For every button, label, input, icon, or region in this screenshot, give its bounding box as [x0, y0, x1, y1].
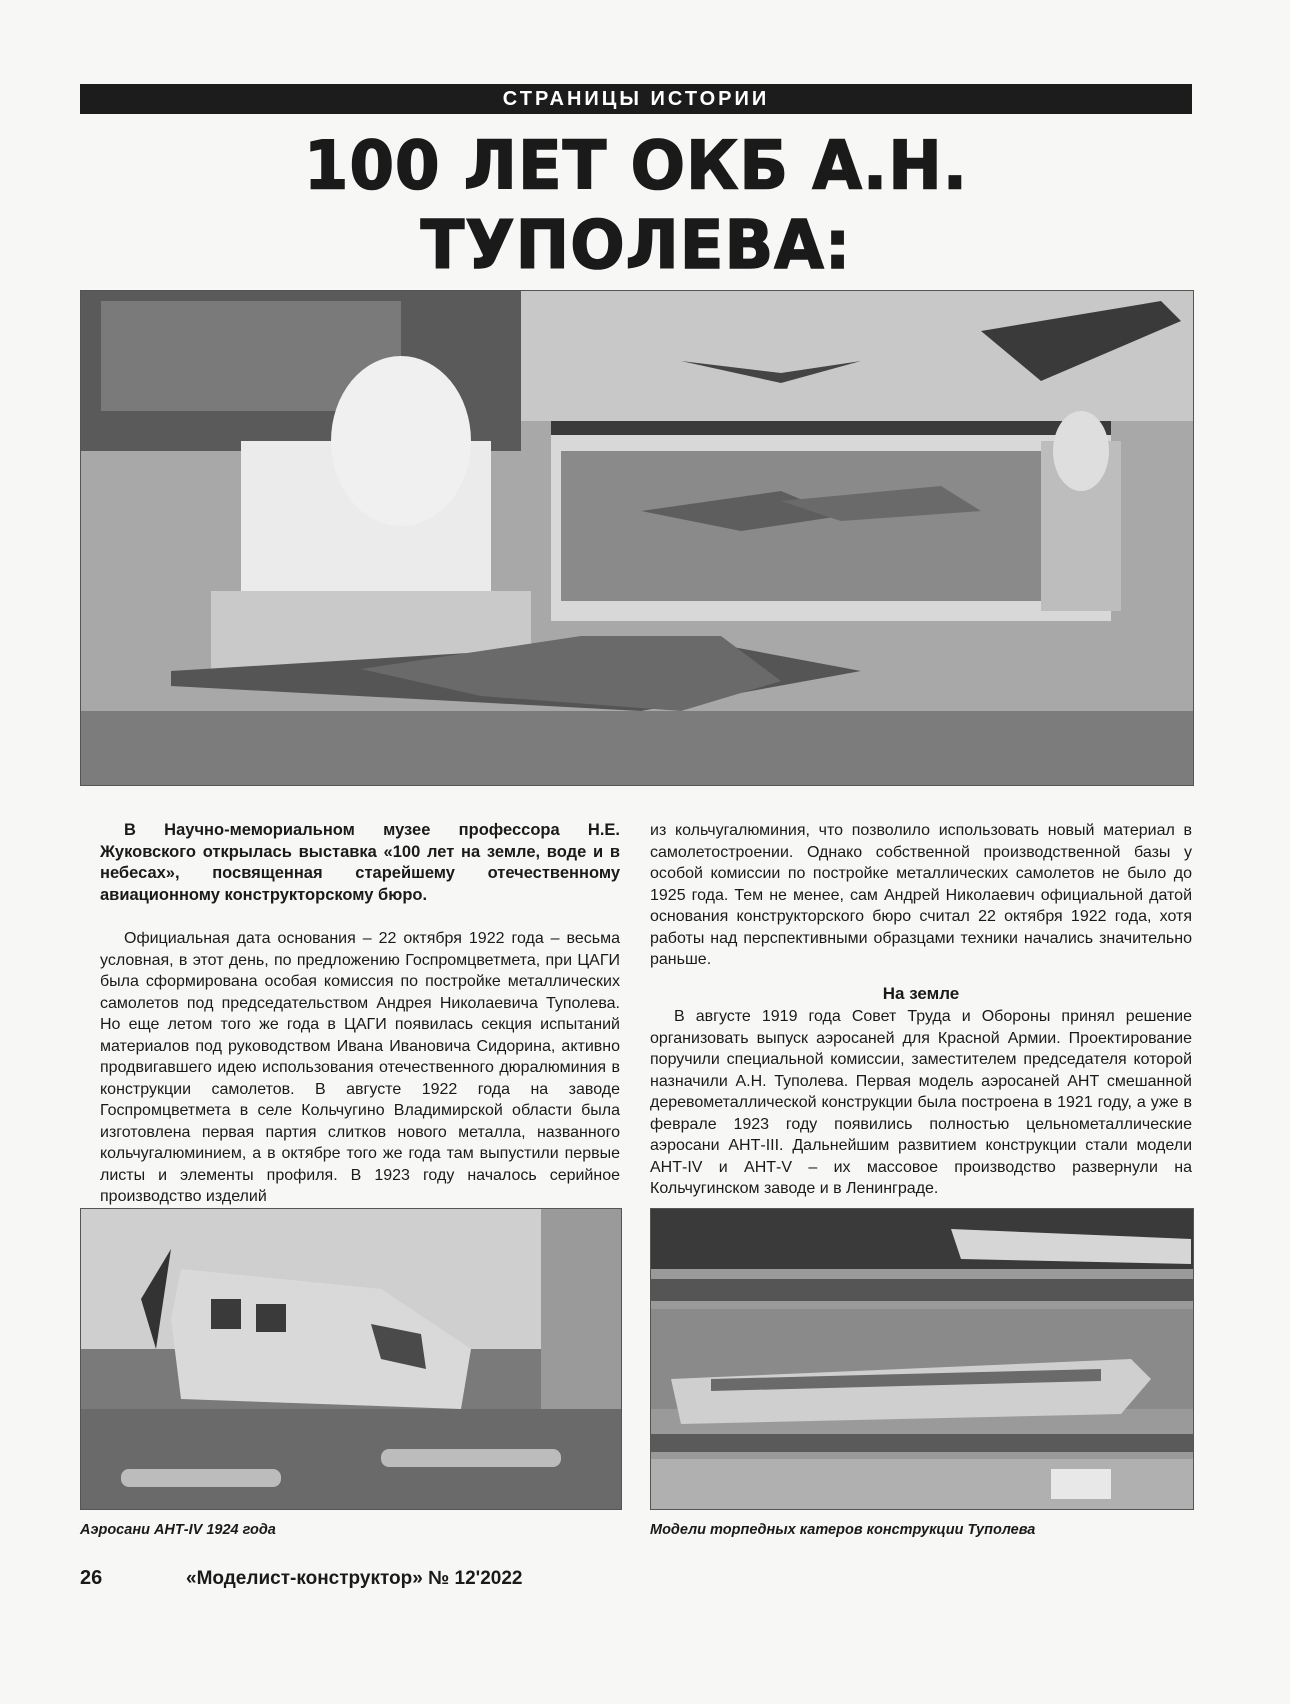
magazine-name: «Моделист-конструктор» № 12'2022	[186, 1568, 523, 1589]
body-paragraph-2: из кольчугалюминия, что позволило использовать новый материал в самолетостроении. Однако собственной производственной базы у особой комиссии по постройке металлических самолетов не было до 1925 года. Тем не менее, сам Андрей Николаевич официальной датой основания конструкторского бюро считал 22 октября 1922 года, хотя работы над перспективными образцами техники начались значительно раньше.	[650, 822, 1192, 968]
rubric-label: СТРАНИЦЫ ИСТОРИИ	[502, 88, 770, 110]
column-right	[650, 820, 1192, 1200]
torpedo-boats-photo	[650, 1208, 1194, 1510]
column-left	[100, 820, 620, 1208]
body-paragraph-3: В августе 1919 года Совет Труда и Обороны принял решение организовать выпуск аэросаней для Красной Армии. Проектирование поручили специальной комиссии, заместителем председателя которой назначили А.Н. Туполева. Первая модель аэросаней АНТ смешанной деревометаллической конструкции была построена в 1921 году, а уже в феврале 1923 году появились полностью цельнометаллические аэросани АНТ-III. Дальнейшим развитием конструкции стали модели АНТ-IV и АНТ-V – их массовое производство развернули на Кольчугинском заводе и в Ленинграде.	[650, 1008, 1192, 1197]
museum-exhibition-photo	[80, 290, 1194, 786]
caption-left: Аэросани АНТ-IV 1924 года	[80, 1522, 276, 1538]
title-line-1: 100 ЛЕТ ОКБ А.Н. ТУПОЛЕВА:	[303, 127, 969, 285]
caption-right: Модели торпедных катеров конструкции Туполева	[650, 1522, 1036, 1538]
rubric-bar	[80, 84, 1192, 114]
section-subheading: На земле	[882, 983, 960, 1003]
lead-paragraph: В Научно-мемориальном музее профессора Н.Е. Жуковского открылась выставка «100 лет на земле, воде и в небесах», посвященная старейшему отечественному авиационному конструкторскому бюро.	[100, 821, 620, 904]
page-number: 26	[80, 1567, 103, 1589]
aerosled-photo	[80, 1208, 622, 1510]
body-paragraph-1: Официальная дата основания – 22 октября 1922 года – весьма условная, в этот день, по предложению Госпромцветмета, при ЦАГИ была сформирована особая комиссия по постройке металлических самолетов под председательством Андрея Николаевича Туполева. Но еще летом того же года в ЦАГИ появилась секция испытаний материалов под руководством Ивана Ивановича Сидорина, активно продвигавшего идею использования отечественного дюралюминия в конструкции самолетов. В августе 1922 года на заводе Госпромцветмета в селе Кольчугино Владимирской области была изготовлена первая партия слитков нового металла, названного кольчугалюминием, а в октябре того же года там выпустили первые листы и элементы профиля. В 1923 году началось серийное производство изделий	[100, 930, 620, 1205]
